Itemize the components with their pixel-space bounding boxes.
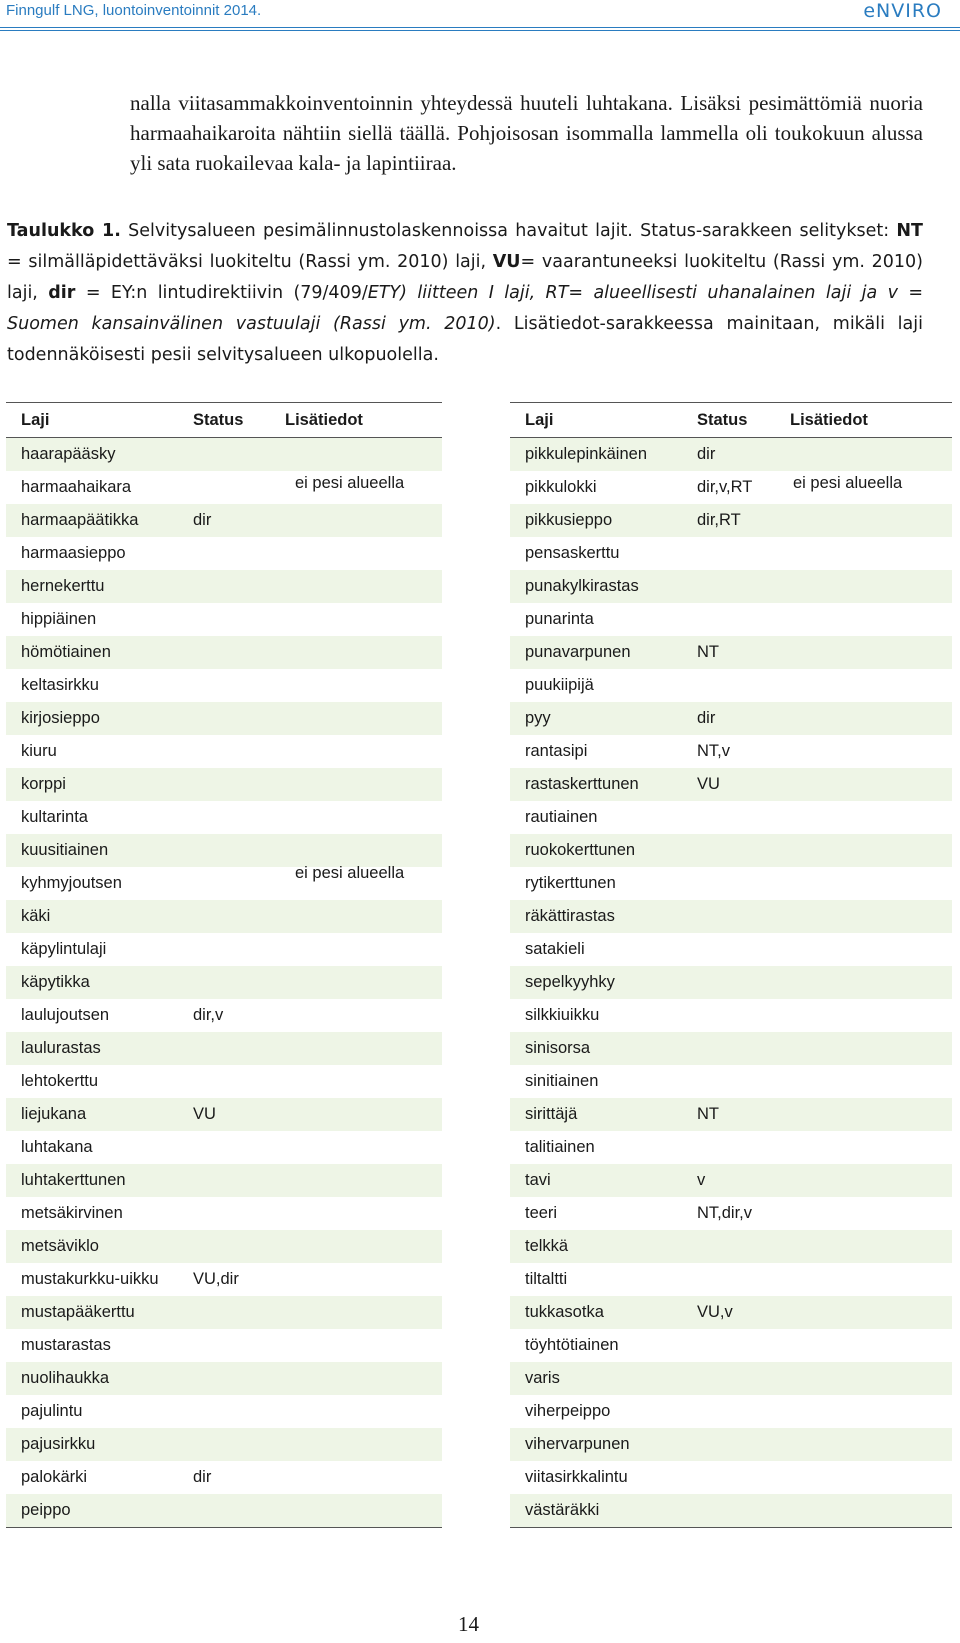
- species-name: telkkä: [525, 1237, 569, 1255]
- table-row: [510, 504, 952, 537]
- note-pikkulokki: ei pesi alueella: [793, 474, 903, 492]
- table-row: [6, 1296, 442, 1329]
- table-row: [6, 801, 442, 834]
- species-name: liejukana: [21, 1105, 87, 1123]
- table-row: [510, 1098, 952, 1131]
- header-status: Status: [193, 410, 244, 429]
- table-caption: Taulukko 1. Selvitysalueen pesimälinnustolaskennoissa havaitut lajit. Status-sarakkeen selitykset: NT = silmälläpidettäväksi luokiteltu (Rassi ym. 2010) laji, VU= vaarantuneeksi luokiteltu (Rassi ym. 2010) laji, dir = EY:n lintudirektiivin (79/409/ETY) liitteen I laji, RT= alueellisesti uhanalainen laji ja v = Suomen kansainvälinen vastuulaji (Rassi ym. 2010). Lisätiedot-sarakkeessa mainitaan, mikäli laji todennäköisesti pesii selvitysalueen ulkopuolella.: [7, 221, 923, 365]
- table-row: [510, 1263, 952, 1296]
- table-row: [510, 1494, 952, 1527]
- table-header: [510, 403, 952, 438]
- table-row: [6, 999, 442, 1032]
- species-name: pikkulokki: [525, 478, 597, 496]
- table-row: [6, 669, 442, 702]
- species-name: sinisorsa: [525, 1039, 591, 1057]
- table-row: [6, 1263, 442, 1296]
- species-name: västäräkki: [525, 1501, 600, 1519]
- species-name: pajulintu: [21, 1402, 83, 1420]
- species-name: käpytikka: [21, 973, 90, 991]
- species-name: metsäkirvinen: [21, 1204, 123, 1222]
- species-name: laulujoutsen: [21, 1006, 110, 1024]
- table-row: [6, 933, 442, 966]
- species-table-right: [510, 402, 952, 1528]
- species-name: talitiainen: [525, 1138, 595, 1156]
- species-name: silkkiuikku: [525, 1006, 600, 1024]
- species-name: satakieli: [525, 940, 585, 958]
- species-table-left: [6, 402, 442, 1528]
- species-name: sinitiainen: [525, 1072, 599, 1090]
- species-name: rantasipi: [525, 742, 588, 760]
- species-status: VU,dir: [193, 1270, 239, 1288]
- species-name: sepelkyyhky: [525, 973, 615, 991]
- species-name: mustarastas: [21, 1336, 111, 1354]
- species-name: rytikerttunen: [525, 874, 616, 892]
- note-harmaahaikara: ei pesi alueella: [295, 474, 405, 492]
- species-name: teeri: [525, 1204, 558, 1222]
- species-status: dir: [193, 511, 212, 529]
- table-row: [6, 1362, 442, 1395]
- table-row: [510, 1461, 952, 1494]
- intro-paragraph: nalla viitasammakkoinventoinnin yhteydessä huuteli luhtakana. Lisäksi pesimättömiä nuoria harmaahaikaroita nähtiin siellä täällä. Pohjoisosan isommalla lammella oli toukokuun alussa yli sata ruokailevaa kala- ja lapintiiraa.: [130, 91, 923, 175]
- species-status: dir,RT: [697, 511, 741, 529]
- table-row: [510, 768, 952, 801]
- species-status: dir: [697, 445, 716, 463]
- species-name: punavarpunen: [525, 643, 631, 661]
- table-row: [510, 702, 952, 735]
- table-row: [510, 1131, 952, 1164]
- species-name: luhtakana: [21, 1138, 93, 1156]
- species-name: tukkasotka: [525, 1303, 604, 1321]
- species-name: keltasirkku: [21, 676, 99, 694]
- table-row: [510, 636, 952, 669]
- species-name: tavi: [525, 1171, 551, 1189]
- table-row: [510, 966, 952, 999]
- table-row: [6, 1197, 442, 1230]
- table-row: [6, 504, 442, 537]
- species-name: punarinta: [525, 610, 594, 628]
- table-row: [6, 1395, 442, 1428]
- species-status: v: [697, 1171, 706, 1189]
- page-number: 14: [458, 1612, 479, 1636]
- table-row: [6, 900, 442, 933]
- table-row: [510, 867, 952, 900]
- caption-label: Taulukko 1.: [7, 221, 121, 241]
- species-status: NT: [697, 643, 719, 661]
- species-status: VU,v: [697, 1303, 733, 1321]
- species-name: pikkusieppo: [525, 511, 613, 529]
- table-row: [6, 1428, 442, 1461]
- species-name: kultarinta: [21, 808, 88, 826]
- table-row: [510, 801, 952, 834]
- species-status: NT: [697, 1105, 719, 1123]
- table-row: [510, 834, 952, 867]
- species-name: töyhtötiainen: [525, 1336, 619, 1354]
- species-status: NT,dir,v: [697, 1204, 753, 1222]
- table-row: [510, 438, 952, 471]
- table-row: [6, 537, 442, 570]
- species-name: harmaapäätikka: [21, 511, 139, 529]
- table-row: [6, 1329, 442, 1362]
- header-info: Lisätiedot: [285, 410, 363, 429]
- species-name: mustapääkerttu: [21, 1303, 135, 1321]
- species-name: tiltaltti: [525, 1270, 568, 1288]
- species-name: rastaskerttunen: [525, 775, 639, 793]
- table-row: [510, 1329, 952, 1362]
- species-name: kirjosieppo: [21, 709, 100, 727]
- species-name: pensaskerttu: [525, 544, 620, 562]
- table-row: [6, 1131, 442, 1164]
- table-row: [6, 570, 442, 603]
- species-name: hömötiainen: [21, 643, 111, 661]
- species-status: NT,v: [697, 742, 730, 760]
- species-name: käpylintulaji: [21, 940, 107, 958]
- table-row: [510, 669, 952, 702]
- species-name: punakylkirastas: [525, 577, 639, 595]
- table-row: [6, 1494, 442, 1527]
- species-name: viitasirkkalintu: [525, 1468, 628, 1486]
- species-name: korppi: [21, 775, 66, 793]
- species-name: räkättirastas: [525, 907, 615, 925]
- species-status: dir: [193, 1468, 212, 1486]
- table-row: [6, 1164, 442, 1197]
- species-name: pyy: [525, 709, 551, 727]
- species-name: haarapääsky: [21, 445, 116, 463]
- species-status: dir: [697, 709, 716, 727]
- species-name: harmaasieppo: [21, 544, 126, 562]
- table-row: [510, 1395, 952, 1428]
- table-row: [6, 438, 442, 471]
- table-row: [510, 1197, 952, 1230]
- species-name: metsäviklo: [21, 1237, 99, 1255]
- table-row: [6, 834, 442, 867]
- enviro-logo: eNVIRO: [863, 0, 942, 22]
- table-row: [510, 735, 952, 768]
- species-name: pikkulepinkäinen: [525, 445, 648, 463]
- header-species: Laji: [21, 410, 50, 429]
- table-row: [6, 603, 442, 636]
- species-status: dir,v,RT: [697, 478, 753, 496]
- species-name: lehtokerttu: [21, 1072, 99, 1090]
- header-species: Laji: [525, 410, 554, 429]
- species-name: kyhmyjoutsen: [21, 874, 122, 892]
- species-name: harmaahaikara: [21, 478, 132, 496]
- species-name: luhtakerttunen: [21, 1171, 126, 1189]
- table-row: [6, 702, 442, 735]
- species-name: varis: [525, 1369, 560, 1387]
- table-row: [510, 603, 952, 636]
- table-row: [6, 636, 442, 669]
- table-row: [6, 1461, 442, 1494]
- species-name: hernekerttu: [21, 577, 105, 595]
- species-name: vihervarpunen: [525, 1435, 630, 1453]
- species-name: sirittäjä: [525, 1105, 578, 1123]
- species-name: viherpeippo: [525, 1402, 611, 1420]
- table-row: [510, 1230, 952, 1263]
- species-status: VU: [697, 775, 720, 793]
- table-header: [6, 403, 442, 438]
- species-name: nuolihaukka: [21, 1369, 110, 1387]
- species-name: laulurastas: [21, 1039, 101, 1057]
- header-info: Lisätiedot: [790, 410, 868, 429]
- species-name: kiuru: [21, 742, 57, 760]
- species-name: mustakurkku-uikku: [21, 1270, 159, 1288]
- species-name: palokärki: [21, 1468, 88, 1486]
- species-name: ruokokerttunen: [525, 841, 636, 859]
- species-name: kuusitiainen: [21, 841, 109, 859]
- header-status: Status: [697, 410, 748, 429]
- table-row: [510, 900, 952, 933]
- species-name: puukiipijä: [525, 676, 594, 694]
- table-row: [6, 1098, 442, 1131]
- species-status: VU: [193, 1105, 216, 1123]
- species-status: dir,v: [193, 1006, 224, 1024]
- table-row: [510, 537, 952, 570]
- table-row: [510, 1362, 952, 1395]
- table-row: [510, 999, 952, 1032]
- species-name: käki: [21, 907, 51, 925]
- table-row: [6, 735, 442, 768]
- table-row: [6, 768, 442, 801]
- species-name: hippiäinen: [21, 610, 97, 628]
- header-divider: [0, 27, 960, 31]
- table-row: [510, 1065, 952, 1098]
- table-row: [6, 1032, 442, 1065]
- table-row: [6, 1065, 442, 1098]
- header-title: Finngulf LNG, luontoinventoinnit 2014.: [6, 2, 262, 19]
- note-kyhmyjoutsen: ei pesi alueella: [295, 864, 405, 882]
- table-row: [510, 1296, 952, 1329]
- table-row: [510, 1428, 952, 1461]
- table-row: [6, 966, 442, 999]
- table-row: [510, 570, 952, 603]
- table-row: [510, 933, 952, 966]
- species-name: pajusirkku: [21, 1435, 96, 1453]
- table-row: [510, 1164, 952, 1197]
- species-name: peippo: [21, 1501, 71, 1519]
- table-row: [510, 1032, 952, 1065]
- table-row: [6, 1230, 442, 1263]
- species-name: rautiainen: [525, 808, 598, 826]
